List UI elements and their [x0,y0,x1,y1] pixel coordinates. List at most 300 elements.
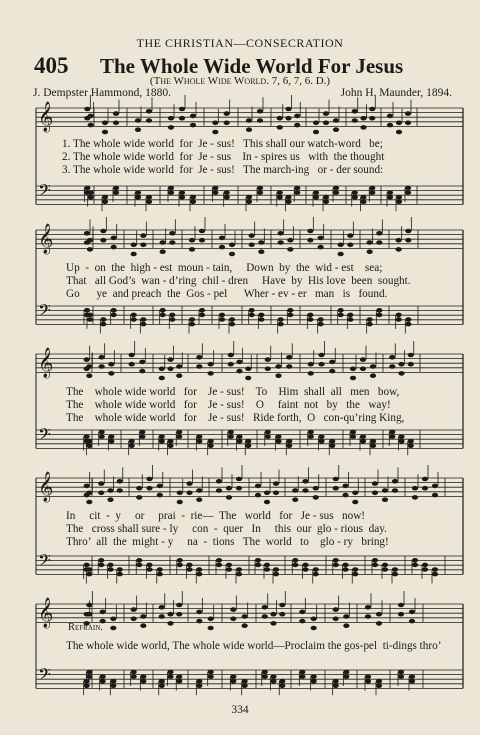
note-head [369,186,375,191]
note-head [157,484,163,489]
note-head [333,617,339,622]
bass-clef: 𝄢 [38,664,51,688]
note-head [258,317,264,322]
note-head [318,439,324,444]
note-head [422,486,428,491]
note-head [286,364,292,369]
note-head [392,567,398,572]
note-head [113,190,119,195]
note-head [87,247,93,252]
note-head [157,493,163,498]
lyric-line-3-2: The whole wide world for Je - sus! O faint not by the way! [66,399,391,411]
note-head [186,563,192,568]
note-head [236,477,242,482]
note-head [277,195,283,200]
lyric-line-1-2: 2. The whole wide world for Je - sus In - spires us with the thought [62,151,385,163]
note-head [140,322,146,327]
page-header: THE CHRISTIAN—CONSECRATION [136,36,344,50]
note-head [277,125,283,130]
note-head [333,684,339,689]
lyric-line-4-2: The cross shall sure - ly con - quer In this our glo - rious day. [66,523,387,535]
note-head [179,190,185,195]
note-head [208,674,214,679]
note-head [262,605,268,610]
note-head [111,313,117,318]
note-head [228,430,234,435]
note-head [313,195,319,200]
note-head [86,439,92,444]
note-head [159,434,165,439]
note-head [370,444,376,449]
note-head [318,353,324,358]
note-head [159,605,165,610]
note-head [350,367,356,372]
note-head [208,362,214,367]
note-head [342,567,348,572]
note-head [146,563,152,568]
note-head [318,362,324,367]
note-head [257,186,263,191]
note-head [129,439,135,444]
note-head [216,558,222,563]
note-head [352,491,358,496]
note-head [208,371,214,376]
note-head [307,313,313,318]
note-head [264,491,270,496]
note-head [372,563,378,568]
note-head [249,233,255,238]
note-head [146,118,152,123]
note-head [338,252,344,257]
note-head [360,195,366,200]
note-head [140,243,146,248]
note-head [212,186,218,191]
note-head [160,313,166,318]
note-head [169,231,175,236]
note-head [265,357,271,362]
note-head [212,130,218,135]
note-head [176,434,182,439]
note-head [139,430,145,435]
note-head [196,488,202,493]
note-head [307,229,313,234]
treble-clef: 𝄞 [38,224,54,254]
note-head [146,195,152,200]
note-head [129,353,135,358]
note-head [146,567,152,572]
note-head [157,572,163,577]
note-head [159,614,165,619]
lyric-line-3-3: The whole wide world for Je - sus! Ride forth, O con-qu’ring King, [66,412,405,424]
note-head [131,617,137,622]
composer-credit: John H. Maunder, 1894. [340,87,452,99]
note-head [131,317,137,322]
note-head [365,679,371,684]
note-head [196,619,202,624]
note-head [190,195,196,200]
note-head [245,367,251,372]
note-head [278,322,284,327]
note-head [405,111,411,116]
note-head [286,444,292,449]
note-head [408,362,414,367]
note-head [313,567,319,572]
note-head [135,127,141,132]
note-head [245,376,251,381]
note-head [387,190,393,195]
note-head [167,439,173,444]
note-head [370,373,376,378]
note-head [313,130,319,135]
note-head [279,679,285,684]
note-head [343,670,349,675]
note-head [257,118,263,123]
note-head [140,679,146,684]
lyric-line-4-1: In cit - y or prai - rie— The world for Je - sus now! [66,510,365,522]
note-head [167,367,173,372]
note-head [108,371,114,376]
note-head [246,127,252,132]
note-head [369,190,375,195]
note-head [287,247,293,252]
note-head [146,200,152,205]
note-head [376,612,382,617]
note-head [307,317,313,322]
note-head [258,313,264,318]
note-head [86,603,92,608]
note-head [265,434,271,439]
note-head [333,607,339,612]
note-head [86,612,92,617]
note-head [412,486,418,491]
note-head [139,360,145,365]
lyric-line-4-3: Thro’ all the might - y na - tions The world to glo - ry bring! [66,536,389,548]
treble-clef: 𝄞 [38,102,54,132]
note-head [329,369,335,374]
note-head [338,308,344,313]
note-head [167,612,173,617]
note-head [396,130,402,135]
note-head [333,477,339,482]
note-head [372,481,378,486]
note-head [405,322,411,327]
note-head [294,186,300,191]
note-head [98,563,104,568]
note-head [333,190,339,195]
note-head [111,308,117,313]
note-head [229,252,235,257]
note-head [405,121,411,126]
note-head [270,679,276,684]
note-head [179,195,185,200]
lyric-line-1-1: 1. The whole wide world for Je - sus! This shall our watch-word be; [62,138,383,150]
note-head [405,190,411,195]
note-head [86,670,92,675]
note-head [86,674,92,679]
note-head [409,619,415,624]
note-head [219,317,225,322]
note-head [382,567,388,572]
note-head [323,111,329,116]
note-head [216,479,222,484]
note-head [382,497,388,502]
note-head [342,484,348,489]
note-head [287,313,293,318]
note-head [278,231,284,236]
note-head [367,317,373,322]
note-head [196,439,202,444]
note-head [102,130,108,135]
note-head [117,488,123,493]
note-head [212,121,218,126]
note-head [113,111,119,116]
note-head [226,567,232,572]
note-head [285,107,291,112]
note-head [86,567,92,572]
note-head [167,444,173,449]
note-head [367,249,373,254]
note-head [313,486,319,491]
note-head [299,670,305,675]
note-head [278,240,284,245]
note-head [422,477,428,482]
note-head [159,439,165,444]
note-head [176,612,182,617]
note-head [422,563,428,568]
note-head [179,116,185,121]
note-head [329,360,335,365]
note-head [131,670,137,675]
note-head [98,558,104,563]
note-head [131,674,137,679]
note-head [110,617,116,622]
note-head [398,674,404,679]
note-head [146,477,152,482]
note-head [246,195,252,200]
note-head [196,364,202,369]
note-head [229,322,235,327]
note-head [275,364,281,369]
note-head [396,317,402,322]
note-head [262,674,268,679]
note-head [99,364,105,369]
note-head [365,674,371,679]
note-head [389,355,395,360]
note-head [199,313,205,318]
note-head [84,563,90,568]
note-head [208,670,214,675]
note-head [313,572,319,577]
note-head [98,491,104,496]
tune-name: The Whole Wide World. [153,75,269,87]
note-head [270,612,276,617]
note-head [299,619,305,624]
note-head [110,626,116,631]
note-head [102,121,108,126]
note-head [224,121,230,126]
note-head [224,111,230,116]
note-head [146,486,152,491]
note-head [242,684,248,689]
note-head [113,186,119,191]
note-head [108,434,114,439]
note-head [135,195,141,200]
note-head [107,567,113,572]
note-head [323,200,329,205]
note-head [159,367,165,372]
note-head [110,684,116,689]
note-head [236,439,242,444]
note-head [226,495,232,500]
note-head [136,558,142,563]
note-head [87,238,93,243]
note-head [398,439,404,444]
tune-open: ( [149,75,154,87]
hymn-number: 405 [34,53,69,78]
note-head [370,364,376,369]
note-head [329,444,335,449]
note-head [369,116,375,121]
note-head [224,190,230,195]
note-head [286,355,292,360]
note-head [273,481,279,486]
note-head [392,488,398,493]
note-head [382,488,388,493]
note-head [84,107,90,112]
note-head [265,430,271,435]
note-head [408,439,414,444]
note-head [212,190,218,195]
note-head [367,322,373,327]
note-head [329,439,335,444]
note-head [408,444,414,449]
note-head [246,118,252,123]
note-head [318,322,324,327]
note-head [302,488,308,493]
note-head [376,308,382,313]
note-head [88,190,94,195]
note-head [412,495,418,500]
treble-clef: 𝄞 [38,598,54,628]
note-head [100,238,106,243]
note-head [273,572,279,577]
note-head [108,439,114,444]
note-head [177,500,183,505]
note-head [318,236,324,241]
note-head [167,621,173,626]
note-head [270,621,276,626]
note-head [352,109,358,114]
note-head [350,376,356,381]
note-head [313,495,319,500]
note-head [216,488,222,493]
note-head [189,322,195,327]
note-head [199,308,205,313]
note-head [318,434,324,439]
lyric-line-1-3: 3. The whole wide world for Je - sus! The march-ing or - der sound: [62,164,384,176]
note-head [342,563,348,568]
note-head [396,195,402,200]
note-head [412,558,418,563]
note-head [167,674,173,679]
note-head [229,243,235,248]
note-head [226,486,232,491]
note-head [278,317,284,322]
note-head [189,247,195,252]
note-head [189,238,195,243]
note-head [107,488,113,493]
note-head [99,430,105,435]
note-head [409,610,415,615]
note-head [208,444,214,449]
note-head [347,233,353,238]
note-head [86,500,92,505]
note-head [140,233,146,238]
note-head [398,603,404,608]
note-head [372,491,378,496]
note-head [287,238,293,243]
note-head [84,186,90,191]
note-head [275,434,281,439]
note-head [343,674,349,679]
note-head [87,317,93,322]
note-head [160,308,166,313]
note-head [311,626,317,631]
note-head [350,430,356,435]
note-head [160,240,166,245]
note-head [432,572,438,577]
note-head [100,317,106,322]
note-head [311,674,317,679]
note-head [167,670,173,675]
note-head [279,684,285,689]
note-head [168,186,174,191]
note-head [396,313,402,318]
note-head [347,243,353,248]
note-head [360,116,366,121]
note-head [294,190,300,195]
note-head [107,497,113,502]
note-head [292,488,298,493]
note-head [177,563,183,568]
note-head [84,357,90,362]
note-head [352,500,358,505]
note-head [264,567,270,572]
note-head [107,563,113,568]
note-head [249,243,255,248]
note-head [352,572,358,577]
note-head [88,195,94,200]
note-head [131,313,137,318]
note-head [102,195,108,200]
note-head [131,252,137,257]
note-head [343,623,349,628]
lyric-line-2-3: Go ye and preach the Gos - pel Wher - ev - er man is found. [66,288,388,300]
note-head [299,610,305,615]
note-head [196,434,202,439]
note-head [136,495,142,500]
page-number: 334 [231,704,249,716]
note-head [246,200,252,205]
note-head [177,558,183,563]
note-head [108,362,114,367]
note-head [208,439,214,444]
note-head [86,364,92,369]
note-head [242,614,248,619]
note-head [412,563,418,568]
note-head [307,238,313,243]
note-head [129,444,135,449]
